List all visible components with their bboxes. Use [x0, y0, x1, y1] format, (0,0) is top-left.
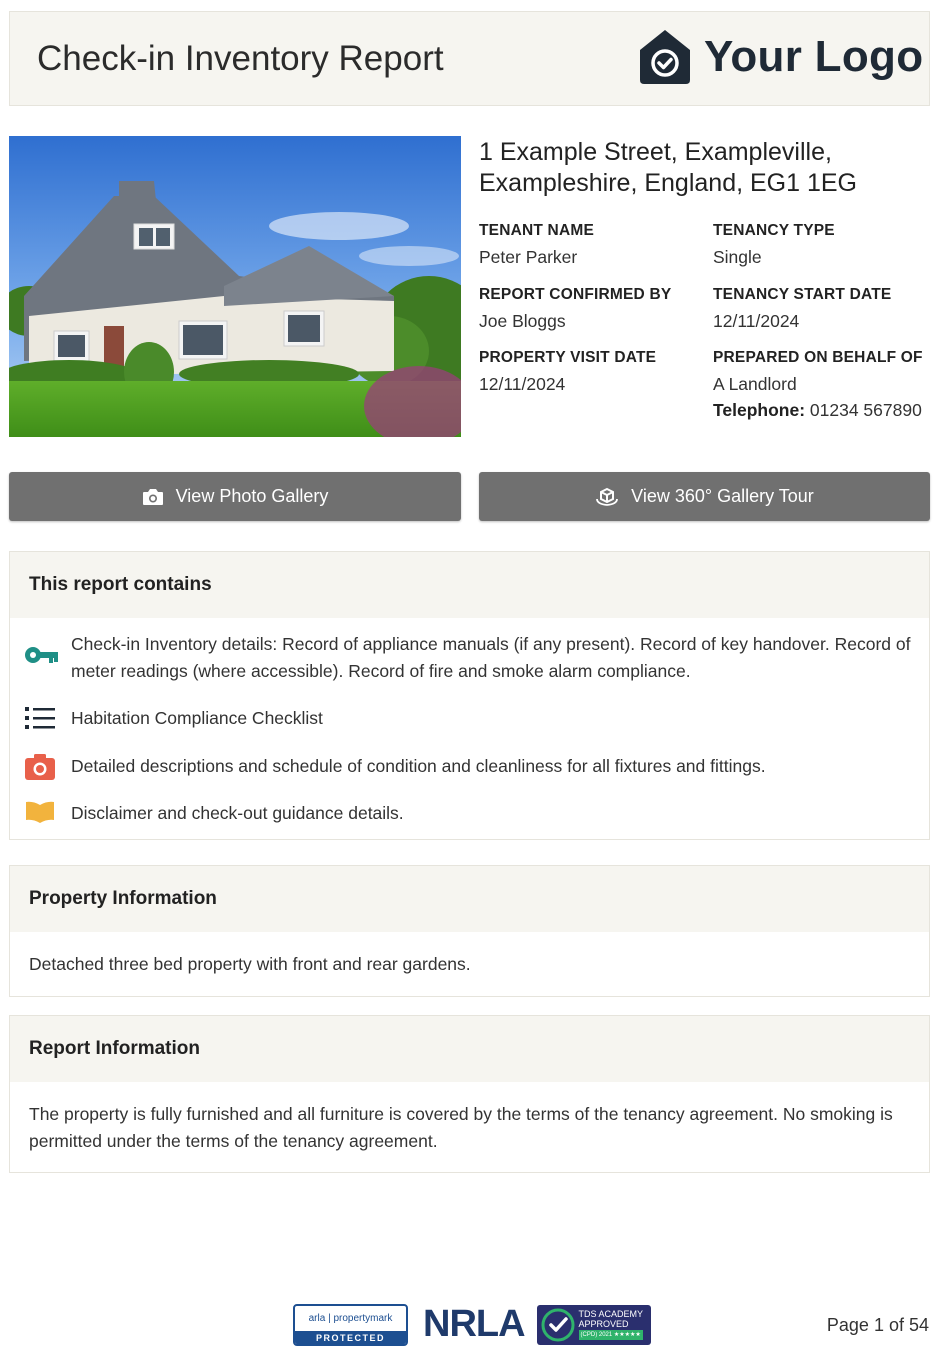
page-number: Page 1 of 54: [826, 1315, 929, 1335]
page-title: Check-in Inventory Report: [37, 39, 444, 78]
property-information-text: Detached three bed property with front and rear gardens.: [29, 954, 471, 974]
logo-text: Your Logo: [704, 32, 924, 81]
section-title: This report contains: [10, 552, 929, 618]
section-title: Property Information: [10, 866, 929, 932]
report-header: [9, 11, 930, 106]
camera-icon: [142, 488, 164, 506]
tds-academy-badge: TDS ACADEMY APPROVED (CPD) 2021 ★★★★★: [537, 1305, 651, 1345]
nrla-logo: NRLA: [423, 1303, 525, 1345]
report-contents-section: [9, 551, 930, 840]
tenancy-type-field: TENANCY TYPE Single: [713, 222, 835, 267]
list-item: Detailed descriptions and schedule of condition and cleanliness for all fixtures and fittings.: [10, 753, 931, 781]
list-icon: [24, 705, 56, 731]
list-item: Check-in Inventory details: Record of appliance manuals (if any present). Record of key handover. Record of meter readings (where accessible). Record of fire and smoke alarm compliance.: [10, 631, 931, 687]
key-icon: [24, 644, 60, 666]
house-check-icon: [638, 28, 692, 86]
section-title: Report Information: [10, 1016, 929, 1082]
property-photo: [9, 136, 461, 437]
property-address: 1 Example Street, Exampleville, Exampleshire, England, EG1 1EG: [479, 138, 857, 197]
camera-icon: [24, 753, 56, 781]
start-date-field: TENANCY START DATE 12/11/2024: [713, 286, 892, 331]
list-item: Disclaimer and check-out guidance details.: [10, 800, 931, 828]
view-photo-gallery-button[interactable]: View Photo Gallery: [9, 472, 461, 521]
vr-360-icon: [595, 487, 619, 507]
prepared-on-behalf-field: PREPARED ON BEHALF OF A Landlord Telephone: 01234 567890: [713, 349, 928, 423]
book-icon: [24, 800, 56, 824]
property-information-section: [9, 865, 930, 997]
confirmed-by-field: REPORT CONFIRMED BY Joe Bloggs: [479, 286, 672, 331]
view-360-tour-button[interactable]: View 360° Gallery Tour: [479, 472, 930, 521]
accreditation-badges: [293, 1303, 651, 1346]
arla-propertymark-badge: arla | propertymark PROTECTED: [293, 1304, 408, 1346]
report-information-text: The property is fully furnished and all furniture is covered by the terms of the tenancy agreement. No smoking is permitted under the terms of the tenancy agreement.: [29, 1104, 893, 1151]
visit-date-field: PROPERTY VISIT DATE 12/11/2024: [479, 349, 657, 394]
telephone: Telephone: 01234 567890: [713, 400, 922, 420]
tenant-name-field: TENANT NAME Peter Parker: [479, 222, 594, 267]
list-item: Habitation Compliance Checklist: [10, 705, 931, 733]
report-information-section: [9, 1015, 930, 1173]
check-shield-icon: [541, 1308, 575, 1342]
company-logo: [638, 28, 923, 86]
